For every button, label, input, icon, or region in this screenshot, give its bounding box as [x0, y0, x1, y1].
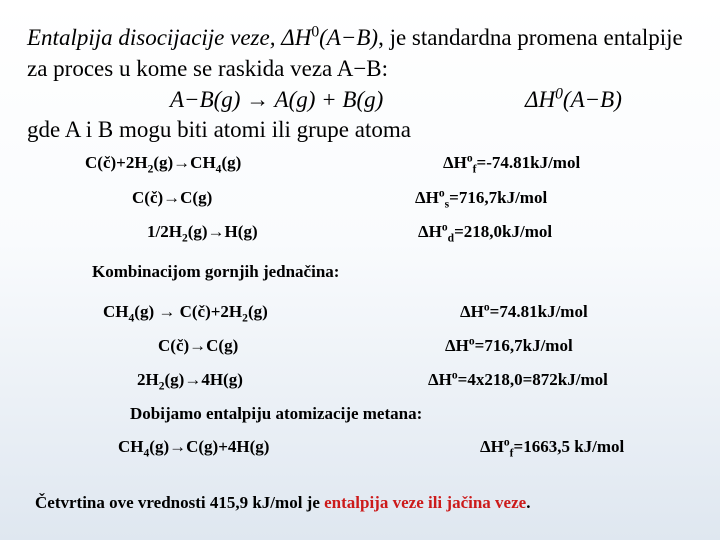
degree-superscript: o [483, 300, 490, 314]
enthalpy-value: =716,7kJ/mol [449, 188, 548, 207]
eq-text: (g) [247, 302, 268, 321]
delta-h-symbol: ΔH [428, 370, 452, 389]
eq-subscript: 2 [158, 379, 165, 393]
intro-line-2: za proces u kome se raskida veza A−B: [27, 56, 389, 81]
degree-superscript: o [451, 368, 458, 382]
enthalpy-subscript: s [444, 197, 450, 211]
conclusion-text: Četvrtina ove vrednosti 415,9 kJ/mol je [35, 493, 325, 512]
enthalpy-subscript: f [509, 446, 514, 460]
conclusion-end: . [526, 493, 531, 512]
delta-h-symbol: ΔH [480, 437, 504, 456]
enthalpy-value: =4x218,0=872kJ/mol [457, 370, 608, 389]
final-equation [118, 437, 270, 460]
enthalpy-value: =1663,5 kJ/mol [513, 437, 625, 456]
degree-superscript: o [466, 151, 473, 165]
delta-h-symbol: ΔH [445, 336, 469, 355]
degree-superscript: o [441, 220, 448, 234]
eq-subscript: 4 [128, 311, 135, 325]
eq-text: (g)→C(g)+4H(g) [149, 437, 270, 456]
enthalpy-1 [443, 151, 581, 176]
dissociation-enthalpy [525, 85, 622, 112]
eq-text: (g)→CH [153, 153, 216, 172]
delta-h-symbol: ΔH [281, 25, 312, 50]
delta-h-symbol: ΔH [443, 153, 467, 172]
equation-5 [158, 336, 238, 356]
eq-subscript: 4 [143, 446, 150, 460]
intro-line-1 [27, 23, 683, 50]
final-enthalpy [480, 435, 625, 460]
bond-label: (A−B) [319, 25, 379, 50]
enthalpy-subscript: f [472, 162, 477, 176]
enthalpy-value: =218,0kJ/mol [454, 222, 553, 241]
eq-text: CH [118, 437, 144, 456]
equation-1 [85, 153, 242, 176]
enthalpy-3 [418, 220, 553, 245]
enthalpy-6 [428, 370, 608, 390]
eq-subscript: 4 [215, 162, 222, 176]
atomization-label: Dobijamo entalpiju atomizacije metana: [130, 404, 423, 423]
eq-subscript: 2 [242, 311, 248, 325]
enthalpy-2 [415, 186, 548, 211]
eq-text: C(č)→C(g) [158, 336, 239, 355]
enthalpy-value: =-74.81kJ/mol [476, 153, 581, 172]
intro-line-1-a: Entalpija disocijacije veze, [27, 25, 282, 50]
eq-text: (g) [221, 153, 242, 172]
degree-superscript: o [468, 334, 475, 348]
eq-subscript: 2 [181, 231, 188, 245]
conclusion-highlight: entalpija veze ili jačina veze [324, 493, 527, 512]
eq-text: 2H [137, 370, 159, 389]
delta-h-symbol: ΔH [460, 302, 484, 321]
eq-text: CH [103, 302, 129, 321]
enthalpy-5 [445, 336, 573, 356]
equation-2 [132, 188, 212, 208]
eq-text: C(č)+2H [85, 153, 148, 172]
delta-h-symbol: ΔH [525, 87, 556, 112]
equation-4 [103, 302, 268, 325]
delta-h-superscript: 0 [555, 85, 563, 103]
conclusion [35, 493, 530, 513]
dissociation-equation: A−B(g) → A(g) + B(g) [170, 87, 384, 112]
eq-text: C(č)→C(g) [132, 188, 213, 207]
eq-text: 1/2H [147, 222, 182, 241]
intro-line-1-d: , je standardna promena entalpije [378, 25, 683, 50]
delta-h-symbol: ΔH [418, 222, 442, 241]
combine-label: Kombinacijom gornjih jednačina: [92, 262, 340, 281]
enthalpy-value: =74.81kJ/mol [489, 302, 588, 321]
equation-3 [147, 222, 258, 245]
delta-h-superscript: 0 [311, 23, 320, 41]
eq-subscript: 2 [147, 162, 154, 176]
equation-6 [137, 370, 243, 393]
eq-text: (g)→H(g) [187, 222, 258, 241]
degree-superscript: o [438, 186, 445, 200]
delta-h-symbol: ΔH [415, 188, 439, 207]
bond-label: (A−B) [562, 87, 622, 112]
enthalpy-subscript: d [447, 231, 455, 245]
intro-line-4: gde A i B mogu biti atomi ili grupe atoma [27, 117, 411, 142]
eq-text: (g)→4H(g) [164, 370, 243, 389]
eq-text: (g) → C(č)+2H [134, 302, 243, 321]
enthalpy-4 [460, 302, 588, 322]
enthalpy-value: =716,7kJ/mol [474, 336, 573, 355]
degree-superscript: o [503, 435, 510, 449]
